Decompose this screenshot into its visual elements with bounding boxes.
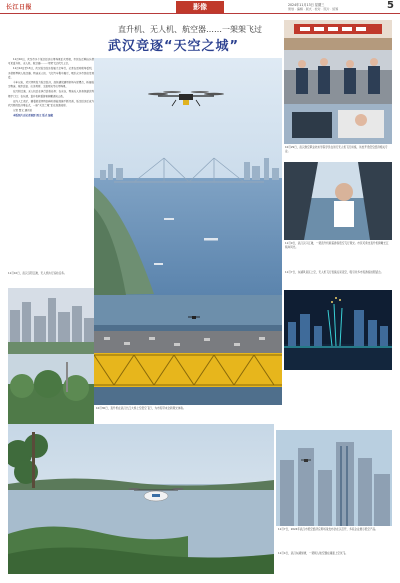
yellow-bridge-photo xyxy=(94,295,282,405)
section-tag: 影像 xyxy=(176,1,224,13)
helicopter-passenger-photo xyxy=(284,162,392,240)
issue-date: 2024年11月13日 星期三 xyxy=(288,3,325,7)
skyscrapers-photo xyxy=(276,430,392,526)
lake-aircraft-photo xyxy=(8,424,274,574)
left-trees-photo xyxy=(8,354,94,424)
article-paragraph: 今年以来，武汉持续发力低空经济，加快建设通用机场与起降点，拓展低空物流、城市巡查、应急救援、文旅观光等应用场景。 xyxy=(8,81,94,89)
main-drone-river-photo xyxy=(94,58,282,295)
article-paragraph: 在汉阳江滩，无人机正在执行巡检任务；在光谷，物流无人机将快递送到楼宇门口；在东湖，直升机载着游客俯瞰湖光山色。 xyxy=(8,90,94,98)
right-bottom-caption-1: 11月7日，2024年武汉市低空经济应用场景发布会在汉召开，多家企业展示低空产品。 xyxy=(278,528,378,531)
article-body xyxy=(8,58,94,120)
night-skyline-photo xyxy=(284,290,392,370)
workshop-banner-photo xyxy=(284,20,392,50)
article-credit: 本版图片由记者摄影 图文 版式 编辑 xyxy=(13,114,54,118)
left-city-photo xyxy=(8,288,94,354)
right-mid-caption-2: 11月7日，东湖风景区上空，无人机飞行表演点亮夜空，吸引众多市民游客拍照留念。 xyxy=(285,271,384,274)
page-header xyxy=(0,0,400,14)
editor-credits: 策划 · 编辑 · 版式 · 校对 · 照片 · 统筹 xyxy=(288,7,339,11)
article-paragraph: 11月10日，武汉市多个低空经济应用场景正式亮相，市民在江畔抬头便可见直升机、无人机、航空器……一架架飞过武汉上空。 xyxy=(8,58,94,66)
top-right-caption: 10月29日，武汉航空职业技术学院学员在进行无人机飞行训练，该校开设低空经济相关专业。 xyxy=(285,146,388,153)
newspaper-logo: 长江日报 xyxy=(6,4,33,11)
right-bottom-caption-2: 11月4日，武汉东湖绿道，一架载人航空器在湖面上空试飞。 xyxy=(278,552,348,555)
article-paragraph: 11月12日至13日，武汉低空经济发展大会举行。记者在活动现场看到，多款新型载人航空器、物流无人机、飞行汽车集中展示，吸引众多市民驻足观看。 xyxy=(8,67,94,79)
article-paragraph: 记者 图文 通讯员 xyxy=(13,109,33,113)
headline-title: 武汉竞逐“天空之城” xyxy=(108,39,240,54)
left-mid-caption: 11月10日，武汉汉阳江滩，无人机执行巡检任务。 xyxy=(8,272,67,275)
trainees-photo xyxy=(284,50,392,104)
center-bottom-caption: 10月30日，直升机在武汉长江大桥上空低空飞行，为市民带来全新观光体验。 xyxy=(96,407,186,410)
page-number: 5 xyxy=(387,0,394,11)
article-paragraph: 业内人士表示，随着政策持续加码和基础设施不断完善，低空经济正成为武汉新的经济增长点，一座“天空之城”正在加速成形。 xyxy=(8,99,94,108)
headline-subtitle: 直升机、无人机、航空器……一架架飞过 xyxy=(118,25,262,34)
cockpit-training-photo xyxy=(284,104,392,144)
right-mid-caption-1: 11月9日，武汉汉口江滩，一架直升机载着游客低空飞行观光。市民可乘坐直升机俯瞰长江两岸风光。 xyxy=(285,242,389,249)
